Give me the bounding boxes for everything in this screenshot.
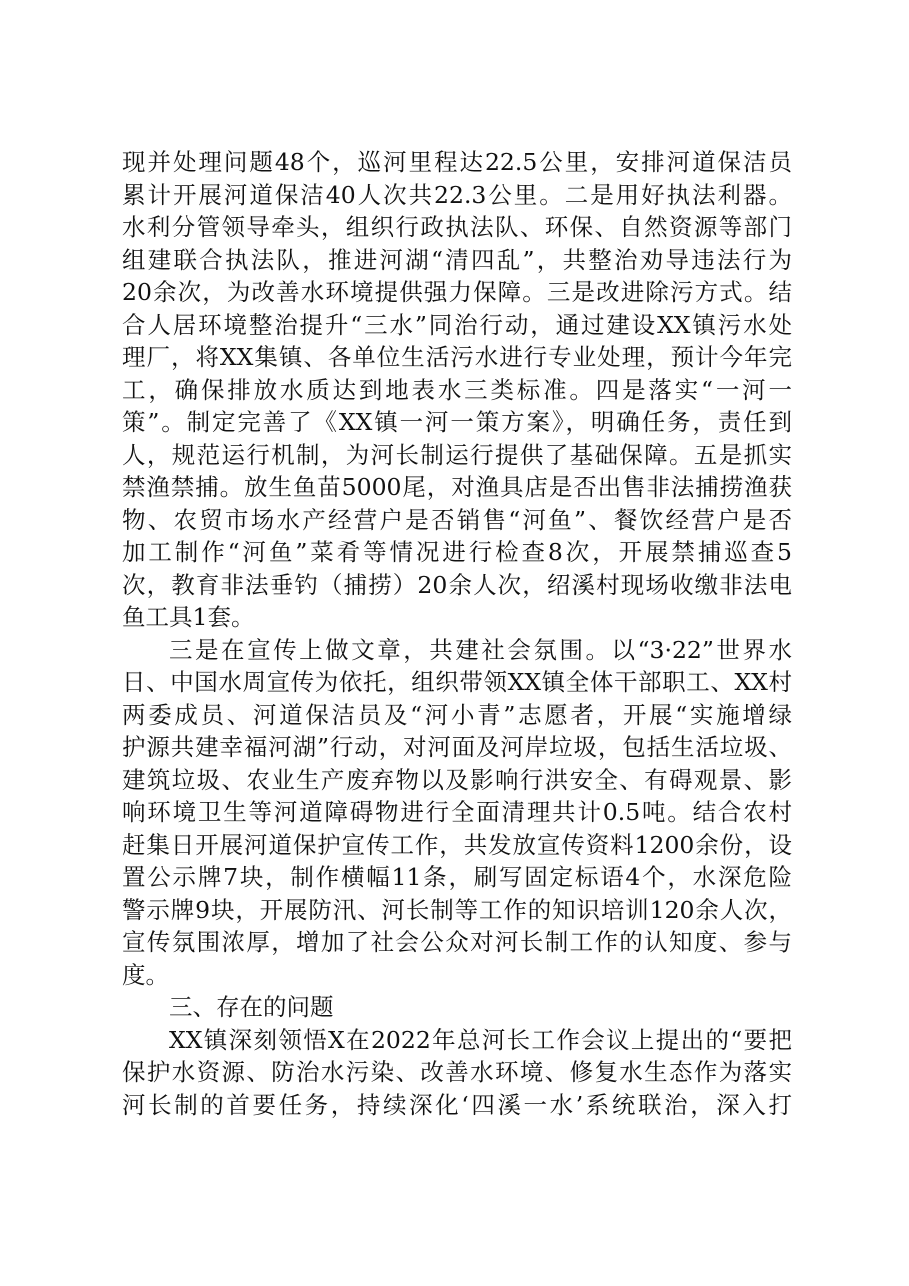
text-line: 人，规范运行机制，为河长制运行提供了基础保障。五是抓实 xyxy=(122,440,792,469)
text-line: 次，教育非法垂钓（捕捞）20余人次，绍溪村现场收缴非法电 xyxy=(122,570,792,599)
text-line: 水利分管领导牵头，组织行政执法队、环保、自然资源等部门 xyxy=(122,213,792,241)
text-line: 赶集日开展河道保护宣传工作，共发放宣传资料1200余份，设 xyxy=(122,830,792,859)
paragraph-first-line: 三是在宣传上做文章，共建社会氛围。以“3·22”世界水 xyxy=(169,635,792,664)
text-line: 两委成员、河道保洁员及“河小青”志愿者，开展“实施增绿 xyxy=(122,700,792,729)
text-line: 现并处理问题48个，巡河里程达22.5公里，安排河道保洁员 xyxy=(122,148,792,176)
text-line: 策”。制定完善了《XX镇一河一策方案》，明确任务，责任到 xyxy=(122,408,792,436)
text-line: 禁渔禁捕。放生鱼苗5000尾，对渔具店是否出售非法捕捞渔获 xyxy=(122,473,792,501)
text-line: 警示牌9块，开展防汛、河长制等工作的知识培训120余人次， xyxy=(122,895,792,924)
text-line: 加工制作“河鱼”菜肴等情况进行检查8次，开展禁捕巡查5 xyxy=(122,538,792,566)
paragraph-first-line: 三、存在的问题 xyxy=(169,993,334,1021)
text-line: 合人居环境整治提升“三水”同治行动，通过建设XX镇污水处 xyxy=(122,310,792,339)
text-line: 鱼工具1套。 xyxy=(122,603,255,631)
text-line: 工，确保排放水质达到地表水三类标准。四是落实“一河一 xyxy=(122,375,792,404)
text-line: 护源共建幸福河湖”行动，对河面及河岸垃圾，包括生活垃圾、 xyxy=(122,733,792,761)
text-line: 20余次，为改善水环境提供强力保障。三是改进除污方式。结 xyxy=(122,278,792,306)
document-body xyxy=(122,146,792,1121)
text-line: 建筑垃圾、农业生产废弃物以及影响行洪安全、有碍观景、影 xyxy=(122,765,792,794)
text-line: 物、农贸市场水产经营户是否销售“河鱼”、餐饮经营户是否 xyxy=(122,505,792,534)
text-line: 宣传氛围浓厚，增加了社会公众对河长制工作的认知度、参与 xyxy=(122,928,792,956)
text-line: 置公示牌7块，制作横幅11条，刷写固定标语4个，水深危险 xyxy=(122,863,792,891)
text-line: 保护水资源、防治水污染、改善水环境、修复水生态作为落实 xyxy=(122,1058,792,1086)
text-line: 度。 xyxy=(122,960,169,989)
text-line: 理厂，将XX集镇、各单位生活污水进行专业处理，预计今年完 xyxy=(122,343,792,371)
text-line: 河长制的首要任务，持续深化‘四溪一水’系统联治，深入打 xyxy=(122,1090,792,1119)
text-line: 响环境卫生等河道障碍物进行全面清理共计0.5吨。结合农村 xyxy=(122,798,792,826)
paragraph-first-line: XX镇深刻领悟X在2022年总河长工作会议上提出的“要把 xyxy=(169,1025,792,1054)
text-line: 累计开展河道保洁40人次共22.3公里。二是用好执法利器。 xyxy=(122,180,792,209)
text-line: 日、中国水周宣传为依托，组织带领XX镇全体干部职工、XX村 xyxy=(122,668,792,696)
text-line: 组建联合执法队，推进河湖“清四乱”，共整治劝导违法行为 xyxy=(122,245,792,274)
